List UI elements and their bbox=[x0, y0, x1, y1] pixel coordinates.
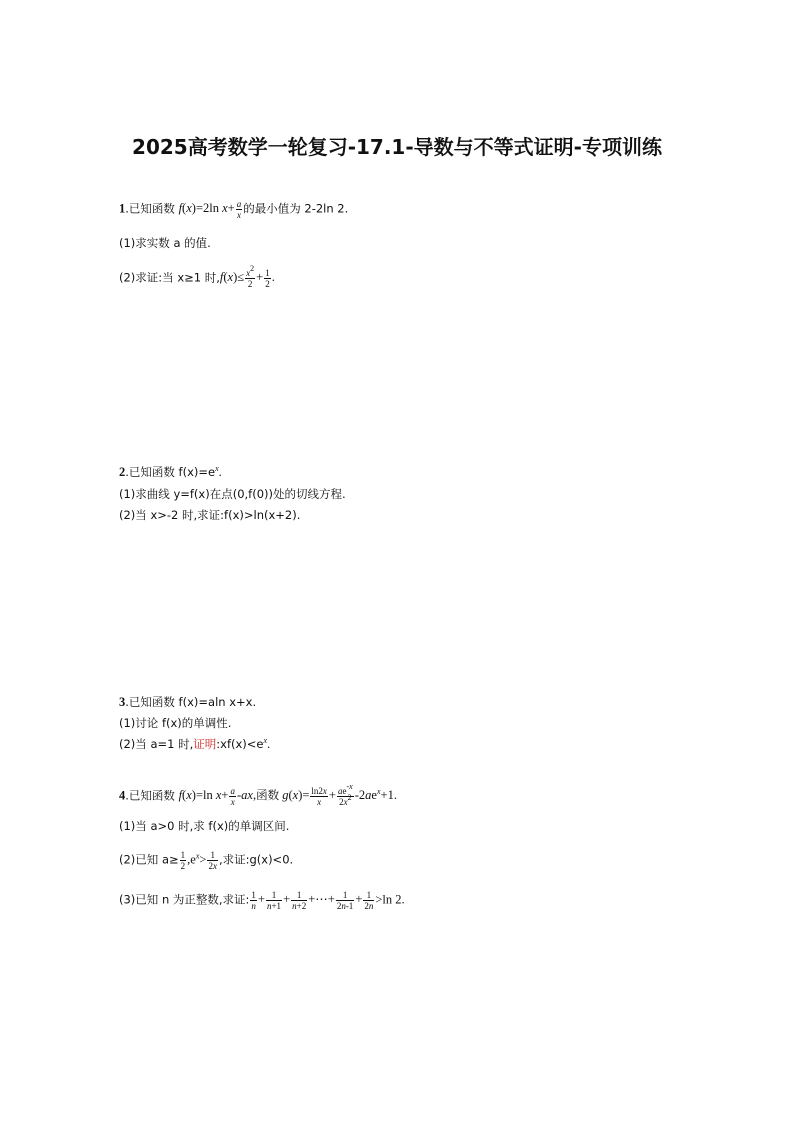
fraction: $\frac{1}{2}$ bbox=[180, 850, 186, 871]
q4-number: 4 bbox=[119, 788, 126, 803]
q4-functions: f(x)=ln x+ $\frac{a}{x}$ -ax,函数 g(x)= $\frac{\ln 2x}{x}$ + $\frac{ae^{-x}}{2x^2}$ $-2ae^x+1$. bbox=[178, 782, 397, 807]
q4-stem-prefix: .已知函数 bbox=[125, 788, 179, 803]
q4-part3 bbox=[119, 890, 405, 911]
q2-stem: 2.已知函数 $f(x)=e^x$. bbox=[119, 464, 222, 479]
q3-stem bbox=[119, 694, 256, 710]
q3-part1-text: (1)讨论 f(x)的单调性. bbox=[119, 716, 232, 730]
q2-part2-text: (2)当 x>-2 时,求证:f(x)>ln(x+2). bbox=[119, 508, 301, 522]
fraction: $\frac{1}{n+1}$ bbox=[266, 890, 282, 911]
q1-part2-prefix: (2)求证:当 x≥1 时, bbox=[119, 270, 220, 285]
fraction: $\frac{1}{2n}$ bbox=[364, 890, 374, 911]
fraction: $\frac{a}{x}$ bbox=[236, 199, 242, 220]
q4-part2: (2)已知 a≥ $\frac{1}{2}$ $,e^x>$ $\frac{1}{2x}$ ,求证:g(x)<0. bbox=[119, 850, 294, 871]
q2-part1 bbox=[119, 486, 346, 502]
q1-part2 bbox=[119, 264, 275, 289]
q4-stem bbox=[119, 782, 397, 807]
q1-part1 bbox=[119, 235, 211, 251]
q3-part1 bbox=[119, 715, 231, 731]
q1-stem-prefix: .已知函数 bbox=[125, 201, 179, 216]
fraction: $\frac{a}{x}$ bbox=[230, 786, 235, 807]
q1-stem-suffix: 的最小值为 2-2ln 2. bbox=[243, 201, 349, 216]
q1-number: 1 bbox=[119, 201, 126, 216]
q4-part3-prefix: (3)已知 n 为正整数,求证: bbox=[119, 892, 250, 907]
q3-number: 3 bbox=[119, 695, 126, 709]
q4-part2-prefix: (2)已知 a≥ bbox=[119, 852, 179, 867]
q3-highlight-word: 证明 bbox=[193, 737, 217, 751]
q4-part1-text: (1)当 a>0 时,求 f(x)的单调区间. bbox=[119, 819, 290, 833]
fraction: $\frac{1}{n}$ bbox=[251, 890, 256, 911]
q4-part2-suffix: ,求证:g(x)<0. bbox=[218, 852, 294, 867]
fraction: $\frac{1}{2x}$ bbox=[208, 850, 217, 871]
fraction: $\frac{ae^{-x}}{2x^2}$ bbox=[337, 782, 353, 807]
fraction: $\frac{\ln 2x}{x}$ bbox=[311, 786, 327, 807]
q3-part2: (2)当 a=1 时,证明$:xf(x)<e^x$. bbox=[119, 736, 271, 751]
q3-part2-prefix: (2)当 a=1 时, bbox=[119, 737, 194, 751]
page-title: 2025高考数学一轮复习-17.1-导数与不等式证明-专项训练 bbox=[132, 135, 662, 159]
q4-part3-suffix: >ln 2. bbox=[375, 892, 405, 907]
q4-part1 bbox=[119, 818, 289, 834]
fraction: $\frac{1}{n+2}$ bbox=[292, 890, 307, 911]
q2-number: 2 bbox=[119, 465, 126, 479]
q1-function: f(x)=2ln x+ $\frac{a}{x}$ bbox=[178, 199, 242, 220]
q2-part2 bbox=[119, 507, 300, 523]
q2-part1-text: (1)求曲线 y=f(x)在点(0,f(0))处的切线方程. bbox=[119, 487, 346, 501]
fraction: $\frac{x^2}{2}$ bbox=[246, 264, 255, 289]
q3-part2-suffix: :xf(x)<e bbox=[216, 737, 264, 751]
q1-inequality: f(x)≤ $\frac{x^2}{2}$ + $\frac{1}{2}$ . bbox=[219, 264, 275, 289]
q1-part1-text: (1)求实数 a 的值. bbox=[119, 236, 211, 250]
fraction: $\frac{1}{2}$ bbox=[265, 268, 270, 289]
q3-stem-text: .已知函数 f(x)=aln x+x. bbox=[125, 695, 257, 709]
q1-stem bbox=[119, 199, 348, 220]
fraction: $\frac{1}{2n-1}$ bbox=[336, 890, 354, 911]
q2-stem-text: .已知函数 f(x)=e bbox=[125, 465, 216, 479]
q4-series: $\frac{1}{n}$ + $\frac{1}{n+1}$ + $\frac{1}{n+2}$ +⋯+ $\frac{1}{2n-1}$ + $\frac{1}{2n}$ bbox=[251, 890, 374, 911]
